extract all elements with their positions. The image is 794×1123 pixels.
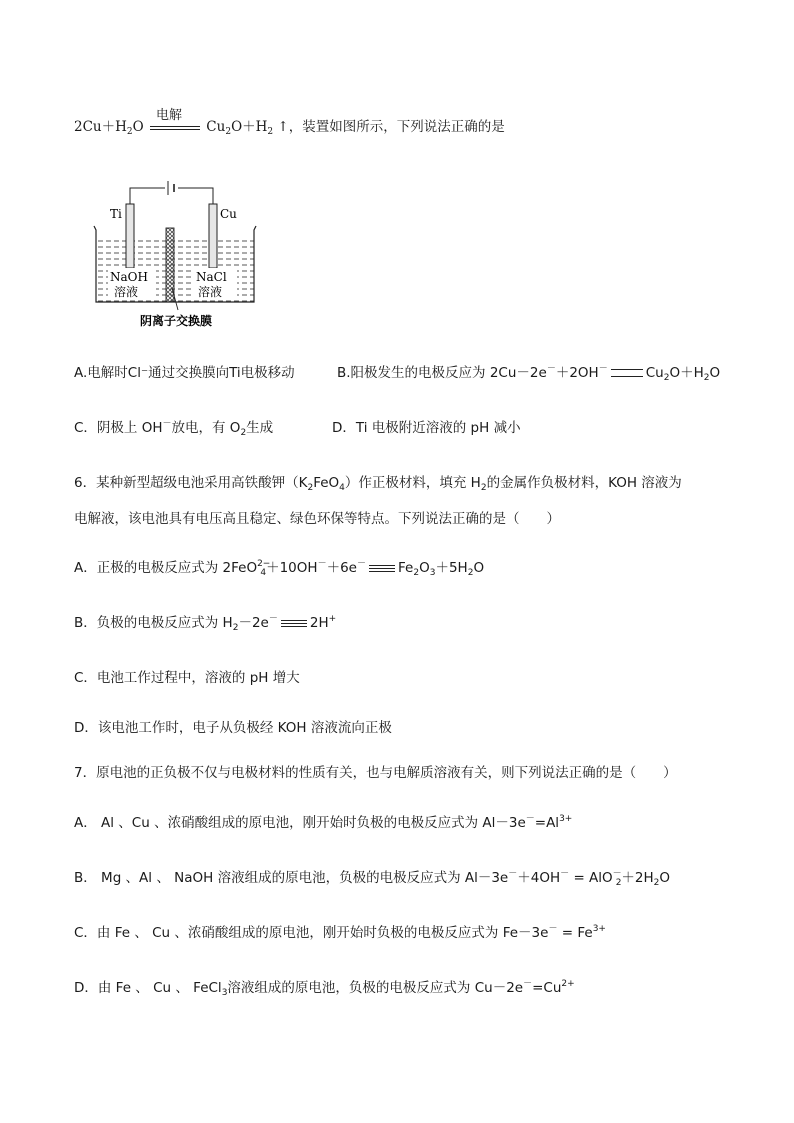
nacl-solution-label: 溶液	[198, 285, 223, 299]
equals-triple-line	[369, 565, 395, 572]
q7-option-c[interactable]: C．由 Fe 、 Cu 、浓硝酸组成的原电池，刚开始时负极的电极反应式为 $Fe-3e^- = Fe^{3+}$	[74, 924, 606, 941]
q7-option-d[interactable]: D．由 Fe 、 Cu 、 FeCl$_3$溶液组成的原电池，负极的电极反应式为 $Cu-2e^-=Cu^{2+}$	[74, 979, 575, 998]
q7-option-a[interactable]: A． Al 、Cu 、浓硝酸组成的原电池，刚开始时负极的电极反应式为 $Al-3e^-=Al^{3+}$	[74, 814, 573, 831]
q6-option-d[interactable]: D．该电池工作时，电子从负极经 KOH 溶液流向正极	[74, 720, 392, 736]
electrolysis-cell-diagram	[90, 178, 270, 333]
membrane-label: 阴离子交换膜	[140, 314, 213, 328]
equals-double-line	[611, 369, 643, 377]
q6-stem-line-2: 电解液，该电池具有电压高且稳定、绿色环保等特点。下列说法正确的是（ ）	[74, 511, 560, 527]
equals-triple-line	[281, 620, 307, 627]
q6-option-a[interactable]: A．正极的电极反应式为 2FeO$^{2-}_4$＋10OH－＋6e－ $Fe_2O_3+5H_2O$	[74, 559, 485, 578]
q5-option-d[interactable]: D．Ti 电极附近溶液的 pH 减小	[332, 420, 521, 436]
electrolysis-condition-bar: 电解	[150, 121, 200, 135]
cu-electrode	[209, 204, 217, 268]
q6-option-c[interactable]: C．电池工作过程中，溶液的 pH 增大	[74, 670, 300, 686]
q5-reaction-line: $2Cu+H_2O$ 电解 $Cu_2O+H_2$ ↑，装置如图所示，下列说法正确的是	[74, 107, 505, 137]
q7-option-b[interactable]: B． Mg 、Al 、 NaOH 溶液组成的原电池，负极的电极反应式为 $Al-3e^-+4OH^- = AlO^-_2+2H_2O$	[74, 869, 671, 888]
circuit-wire	[130, 188, 165, 206]
ti-electrode	[126, 204, 134, 268]
naoh-label: NaOH	[110, 270, 148, 284]
q5-option-c[interactable]: C．阴极上 OH－放电，有 $O_2$生成	[74, 419, 274, 438]
q6-stem-line-1: 6．某种新型超级电池采用高铁酸钾$(K_2FeO_4)$作正极材料，填充 $H_2$的金属作负极材料，KOH 溶液为	[74, 475, 682, 493]
nacl-label: NaCl	[196, 270, 227, 284]
q6-option-b[interactable]: B．负极的电极反应式为 $H_2-2e^-$ 2H+	[74, 614, 337, 633]
q5-option-a[interactable]: A.电解时Cl⁻通过交换膜向Ti电极移动	[74, 365, 295, 381]
ti-label: Ti	[110, 207, 122, 221]
q7-stem: 7．原电池的正负极不仅与电极材料的性质有关，也与电解质溶液有关，则下列说法正确的是（ ）	[74, 765, 677, 781]
gas-arrow-icon: ↑	[277, 119, 289, 135]
q5-option-b[interactable]: B.阳极发生的电极反应为 2Cu－2e－＋2OH－ $Cu_2O+H_2O$	[337, 364, 721, 383]
cu-label: Cu	[220, 207, 237, 221]
naoh-solution-label: 溶液	[114, 285, 139, 299]
